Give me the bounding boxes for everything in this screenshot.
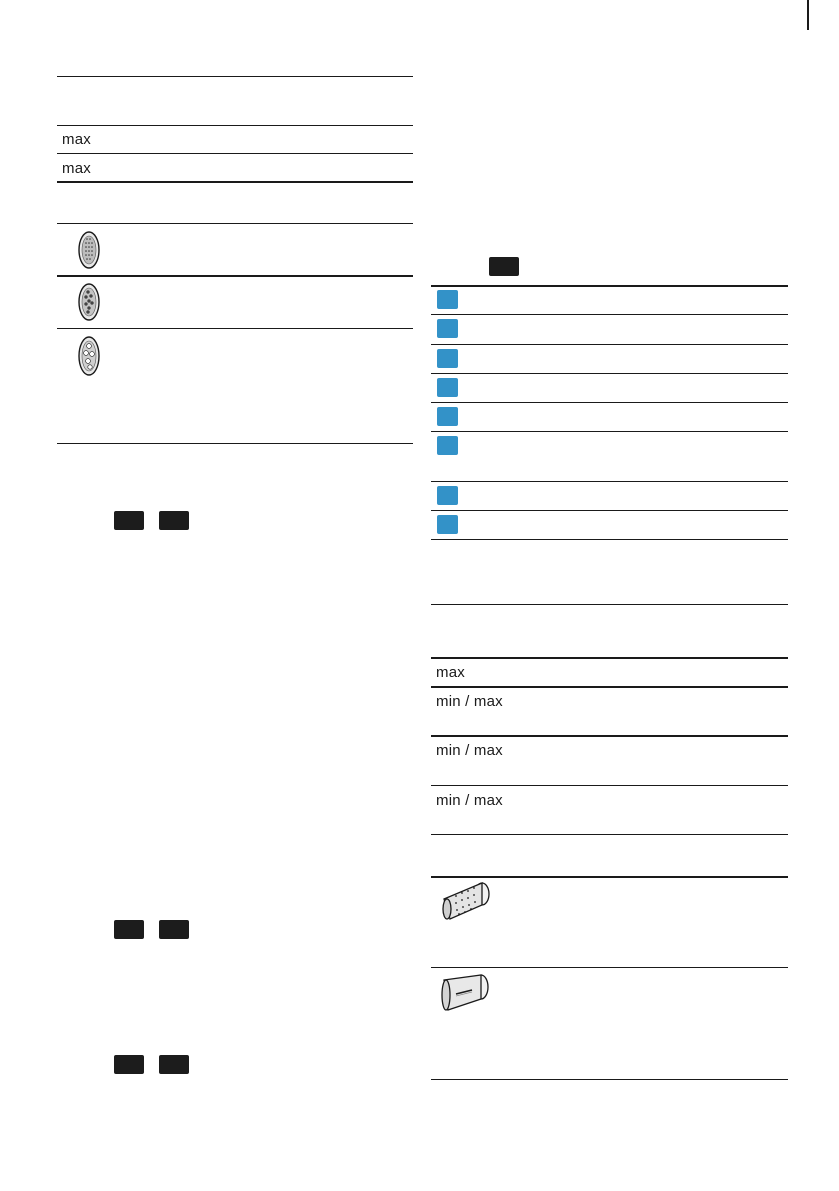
table-rule — [431, 285, 788, 287]
part-number-badge — [437, 349, 458, 368]
table-rule — [431, 1079, 788, 1080]
key-chip — [114, 511, 144, 530]
table-rule — [431, 657, 788, 659]
part-number-badge — [437, 515, 458, 534]
table-rule — [431, 402, 788, 403]
page-edge-rule — [807, 0, 809, 30]
table-rule — [431, 373, 788, 374]
table-rule — [57, 153, 413, 154]
table-rule — [57, 275, 413, 277]
slicer-drum-icon — [438, 972, 492, 1016]
key-chip — [114, 1055, 144, 1074]
table-rule — [431, 834, 788, 835]
key-chip — [159, 920, 189, 939]
table-rule — [431, 344, 788, 345]
part-number-badge — [437, 486, 458, 505]
table-rule — [431, 314, 788, 315]
table-rule — [57, 181, 413, 183]
part-number-badge — [437, 290, 458, 309]
min-max-label: min / max — [436, 742, 503, 759]
part-number-badge — [437, 319, 458, 338]
table-rule — [431, 967, 788, 968]
max-label: max — [62, 160, 91, 177]
table-rule — [431, 481, 788, 482]
min-max-label: min / max — [436, 792, 503, 809]
grater-drum-icon — [438, 881, 492, 923]
max-label: max — [436, 664, 465, 681]
table-rule — [57, 125, 413, 126]
key-chip — [159, 1055, 189, 1074]
table-rule — [431, 604, 788, 605]
key-chip — [489, 257, 519, 276]
table-rule — [57, 76, 413, 77]
medium-perforated-disc-icon — [76, 281, 102, 323]
max-label: max — [62, 131, 91, 148]
key-chip — [159, 511, 189, 530]
table-rule — [431, 735, 788, 737]
coarse-perforated-disc-icon — [76, 334, 102, 378]
part-number-badge — [437, 378, 458, 397]
table-rule — [431, 876, 788, 878]
table-rule — [431, 510, 788, 511]
table-rule — [57, 223, 413, 224]
table-rule — [57, 443, 413, 444]
table-rule — [431, 431, 788, 432]
table-rule — [431, 785, 788, 786]
table-rule — [431, 686, 788, 688]
fine-perforated-disc-icon — [76, 229, 102, 271]
part-number-badge — [437, 407, 458, 426]
table-rule — [57, 328, 413, 329]
table-rule — [431, 539, 788, 540]
part-number-badge — [437, 436, 458, 455]
key-chip — [114, 920, 144, 939]
min-max-label: min / max — [436, 693, 503, 710]
